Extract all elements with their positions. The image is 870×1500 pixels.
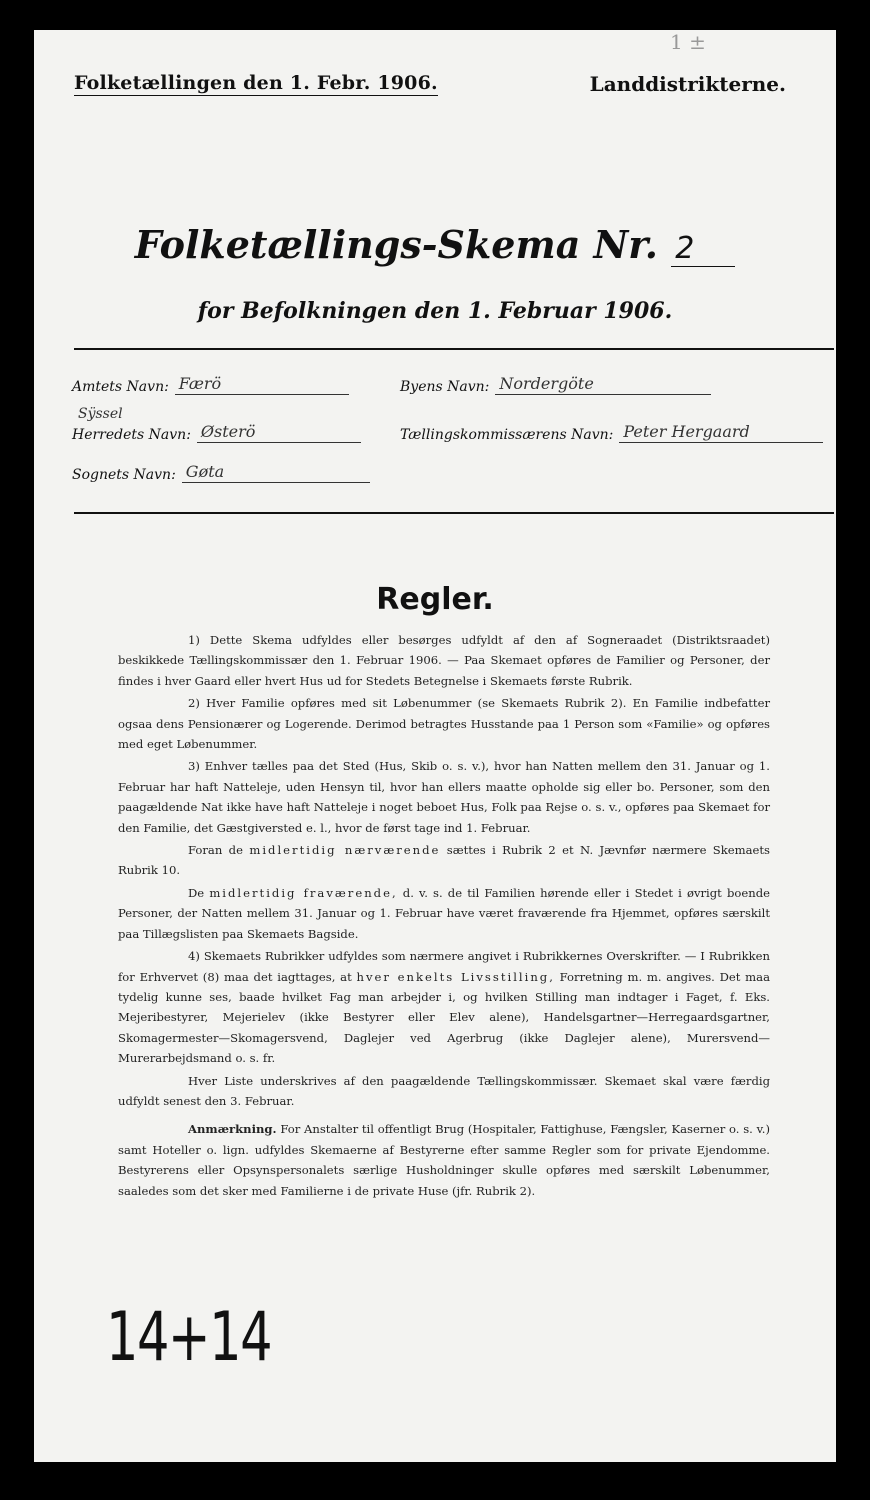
amt-label: Amtets Navn:	[72, 379, 169, 395]
sogn-label: Sognets Navn:	[72, 467, 176, 483]
rule-3-temporary-present: Foran de midlertidig nærværende sættes i Rubrik 2 et N. Jævnfør nærmere Skemaets Rubrik 10.	[118, 843, 770, 878]
rules-heading: Regler.	[376, 582, 494, 617]
rule-signature: Hver Liste underskrives af den paagældende Tællingskommissær. Skemaet skal være færdig udfyldt senest den 3. Februar.	[118, 1073, 770, 1108]
byen-label: Byens Navn:	[400, 379, 490, 395]
sogn-field	[72, 462, 370, 483]
kommissaer-value: Peter Hergaard	[619, 422, 823, 443]
annotation-note: Anmærkning. For Anstalter til offentligt Brug (Hospitaler, Fattighuse, Fængsler, Kaserner o. s. v.) samt Hoteller o. lign. udfyldes Skemaerne af Bestyrerne efter samme Regler som for private Ejendomme. Bestyrerens eller Opsynspersonalets særlige Husholdninger skulle opføres med særskilt Løbenummer, saaledes som det sker med Familierne i de private Huse (jfr. Rubrik 2).	[118, 1122, 771, 1198]
herred-field	[72, 422, 361, 443]
rule-3: 3) Enhver tælles paa det Sted (Hus, Skib o. s. v.), hvor han Natten mellem den 31. Januar og 1. Februar har haft Natteleje, uden Hensyn til, hvor han ellers maatte opholde sig eller bo. Personer, som den paagældende Nat ikke have haft Natteleje i noget beboet Hus, Folk paa Rejse o. s. v., opføres paa Skemaet for den Familie, det Gæstgiversted e. l., hvor de først tage ind 1. Februar.	[118, 759, 770, 835]
rule-4: 4) Skemaets Rubrikker udfyldes som nærmere angivet i Rubrikkernes Overskrifter. — I Rubrikken for Erhvervet (8) maa det iagttages, at hver enkelts Livsstilling, Forretning m. m. angives. Det maa tydelig kunne ses, baade hvilket Fag man arbejder i, og hvilken Stilling man indtager i Faget, f. Eks. Mejeribestyrer, Mejerielev (ikke Bestyrer eller Elev alene), Handelsgartner—Herregaardsgartner, Skomagermester—Skomagersvend, Daglejer ved Agerbrug (ikke Daglejer alene), Murersvend—Murerarbejdsmand o. s. fr.	[118, 949, 770, 1066]
sogn-value: Gøta	[182, 462, 370, 483]
divider-bottom	[74, 512, 834, 514]
handwritten-count: 14+14	[106, 1298, 272, 1377]
amt-value: Færö	[175, 374, 349, 395]
form-number: 2	[671, 231, 735, 267]
herred-label: Herredets Navn:	[72, 427, 191, 443]
census-form-page	[34, 30, 836, 1462]
kommissaer-label: Tællingskommissærens Navn:	[400, 427, 614, 443]
byen-field	[400, 374, 711, 395]
rule-1: 1) Dette Skema udfyldes eller besørges udfyldt af den af Sogneraadet (Distriktsraadet) beskikkede Tællingskommissær den 1. Februar 1906. — Paa Skemaet opføres de Familier og Personer, der findes i hver Gaard eller hvert Hus ud for Stedets Betegnelse i Skemaets første Rubrik.	[118, 633, 770, 688]
form-title	[34, 222, 836, 267]
rules-body	[118, 630, 770, 1203]
rule-3-temporary-absent: De midlertidig fraværende, d. v. s. de til Familien hørende eller i Stedet i øvrigt boende Personer, der Natten mellem 31. Januar og 1. Februar have været fraværende fra Hjemmet, opføres særskilt paa Tillægslisten paa Skemaets Bagside.	[118, 885, 770, 941]
top-pencil-mark: 1 ±	[670, 30, 706, 54]
rule-2: 2) Hver Familie opføres med sit Løbenummer (se Skemaets Rubrik 2). En Familie indbefatter ogsaa dens Pensionærer og Logerende. Derimod betragtes Husstande paa 1 Person som «Familie» og opføres med eget Løbenummer.	[118, 696, 770, 752]
herred-note: Sÿssel	[78, 406, 123, 422]
kommissaer-field	[400, 422, 823, 443]
form-subtitle: for Befolkningen den 1. Februar 1906.	[197, 298, 673, 324]
amt-field	[72, 374, 349, 395]
herred-value: Østerö	[197, 422, 361, 443]
header-census-date: Folketællingen den 1. Febr. 1906.	[74, 72, 438, 94]
byen-value: Nordergöte	[495, 374, 711, 395]
header-district-type: Landdistrikterne.	[589, 72, 786, 96]
form-title-text: Folketællings-Skema Nr.	[134, 222, 659, 267]
divider-top	[74, 348, 834, 350]
